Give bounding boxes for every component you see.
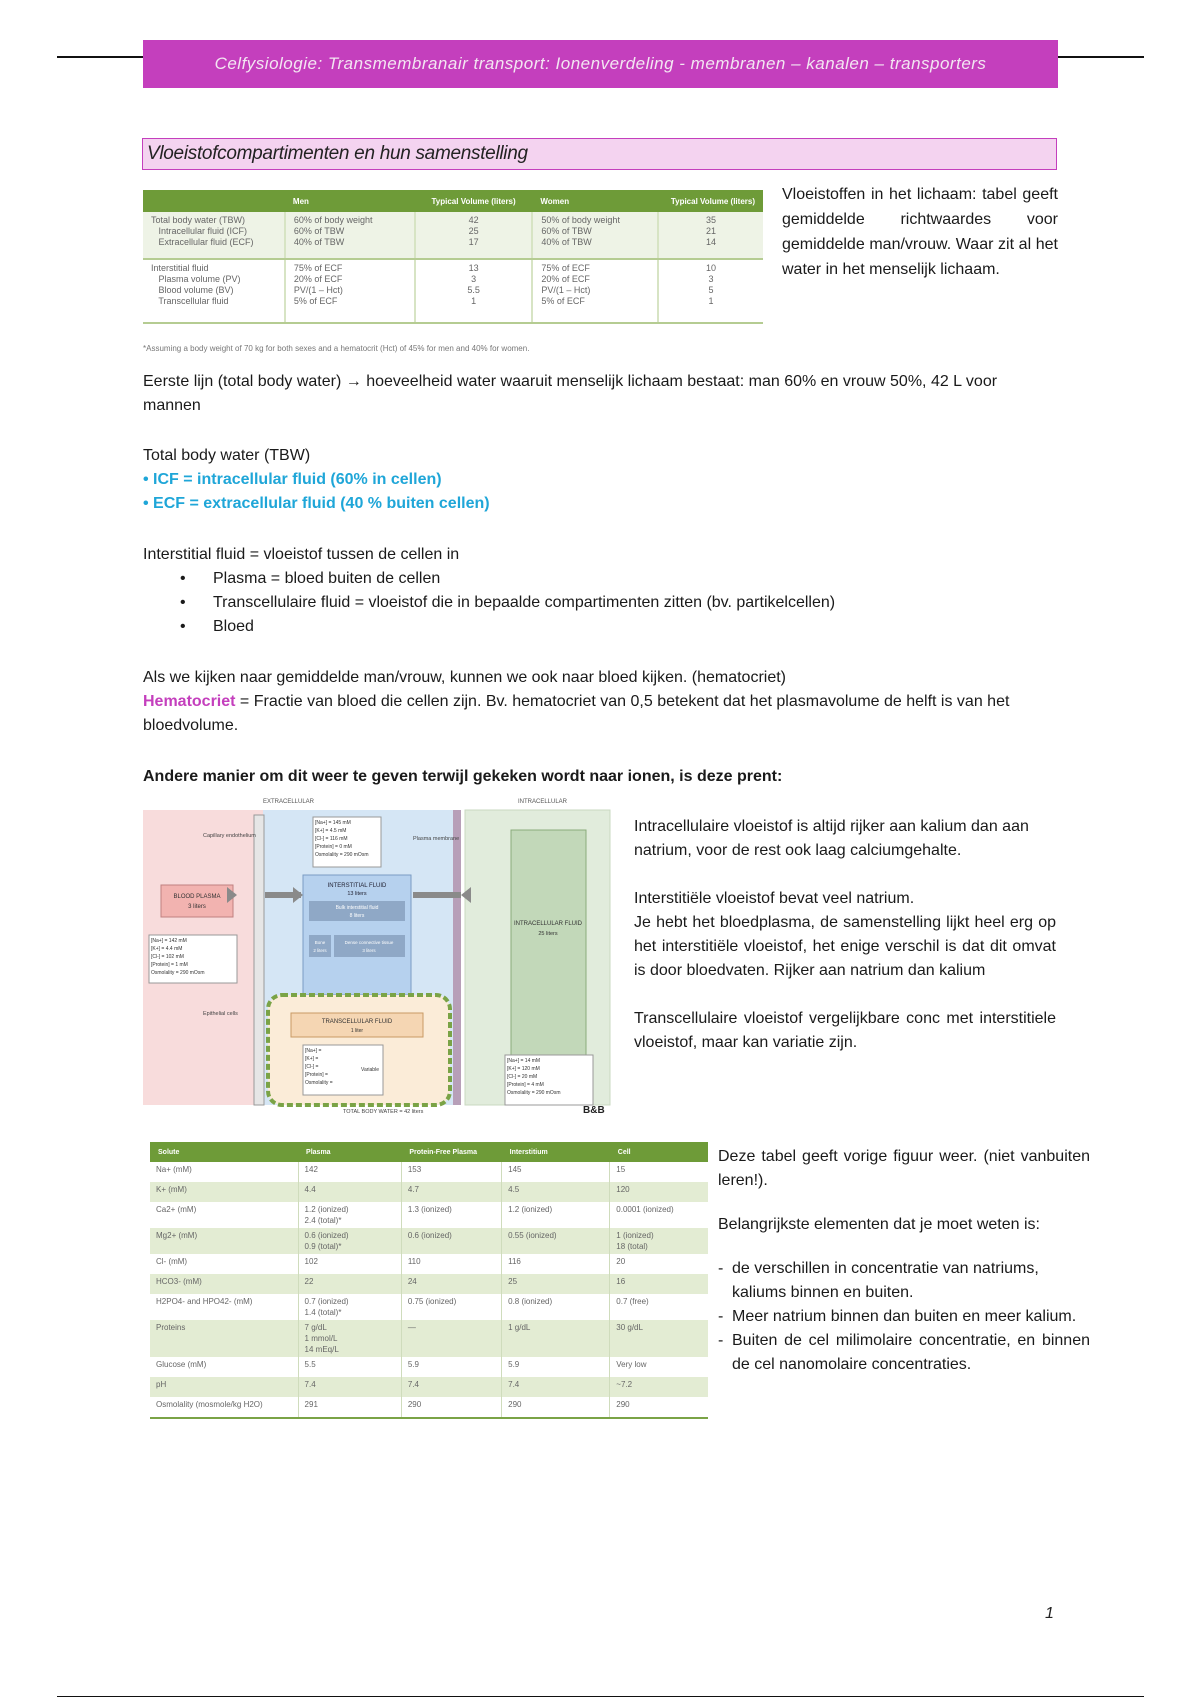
table-cell: Na+ (mM) xyxy=(150,1162,298,1182)
table-cell: 0.0001 (ionized) xyxy=(616,1205,674,1214)
table-cell: 4.5 xyxy=(502,1182,610,1202)
interstitial-paragraph: Interstitiële vloeistof bevat veel natrium. xyxy=(634,890,915,907)
icf-paragraph: Intracellulaire vloeistof is altijd rijker aan kalium dan aan natrium, voor de rest ook laag calciumgehalte. xyxy=(634,818,1029,859)
diagram-explanation xyxy=(634,815,1056,1055)
table-cell: Very low xyxy=(616,1360,647,1369)
table-row xyxy=(150,1294,708,1320)
transcellular-label: TRANSCELLULAR FLUID xyxy=(321,1019,393,1025)
page-number: 1 xyxy=(1045,1605,1054,1622)
table-header: Solute xyxy=(150,1142,298,1162)
table-cell: 0.7 (ionized) 1.4 (total)* xyxy=(298,1294,401,1320)
plasma-paragraph: Je hebt het bloedplasma, de samenstelling lijkt heel erg op het interstitiële vloeistof, het enige verschil is dat dit omvat is door bloedvaten. Rijker aan natrium dan kalium xyxy=(634,914,1056,979)
table-cell: 7.4 xyxy=(401,1377,501,1397)
table-cell: 0.75 (ionized) xyxy=(401,1294,501,1320)
table-cell: 60% of body weight 60% of TBW 40% of TBW xyxy=(285,212,415,259)
interstitial-ion-values: [Na+] = 145 mM [K+] = 4.5 mM [Cl-] = 116 mM [Protein] = 0 mM Osmolality = 290 mOsm xyxy=(315,820,369,858)
table-row xyxy=(143,259,763,323)
table-cell: 290 xyxy=(401,1397,501,1418)
fluid-compartment-diagram xyxy=(143,795,618,1115)
table-cell: Mg2+ (mM) xyxy=(150,1228,298,1254)
hematocriet-definition xyxy=(143,690,1058,738)
interstitial-list xyxy=(143,567,1058,639)
dense-label: Dense connective tissue xyxy=(344,940,394,945)
bone-box xyxy=(309,935,331,957)
extracellular-label: EXTRACELLULAR xyxy=(263,799,315,805)
table-cell: 4.4 xyxy=(298,1182,401,1202)
table-cell: 22 xyxy=(298,1274,401,1294)
table-cell: 5.5 xyxy=(298,1357,401,1377)
table-header: Women xyxy=(532,190,658,212)
table-cell: 13 3 5.5 1 xyxy=(415,259,533,323)
list-item: • Bloed xyxy=(213,615,1058,639)
table-cell: 7.4 xyxy=(502,1377,610,1397)
fluid-volume-table xyxy=(143,190,763,324)
interstitial-fluid-label: INTERSTITIAL FLUID xyxy=(327,883,387,889)
table-cell: 0.8 (ionized) xyxy=(502,1294,610,1320)
table-cell: 1.2 (ionized) 2.4 (total)* xyxy=(298,1202,401,1228)
icf-volume: 25 liters xyxy=(538,931,558,937)
icf-label: INTRACELLULAR FLUID xyxy=(513,921,583,927)
table-cell: 116 xyxy=(502,1254,610,1274)
table-cell: 0.55 (ionized) xyxy=(502,1228,610,1254)
table-cell: 1 (ionized) 18 (total) xyxy=(610,1228,708,1254)
table-cell: 15 xyxy=(616,1165,626,1174)
table-header: Cell xyxy=(610,1142,708,1162)
key-elements-intro: Belangrijkste elementen dat je moet weten is: xyxy=(718,1216,1040,1233)
table-explanation xyxy=(718,1145,1090,1377)
table-cell: Total body water (TBW) Intracellular fluid (ICF) Extracellular fluid (ECF) xyxy=(143,212,285,259)
blood-ion-values: [Na+] = 142 mM [K+] = 4.4 mM [Cl-] = 102 mM [Protein] = 1 mM Osmolality = 290 mOsm xyxy=(151,938,205,976)
ecf-line: • ECF = extracellular fluid (40 % buiten cellen) xyxy=(143,495,490,512)
dense-volume: 3 liters xyxy=(362,948,376,953)
capillary-label: Capillary endothelium xyxy=(203,833,256,839)
membrane-label: Plasma membrane xyxy=(413,836,460,842)
table-cell: K+ (mM) xyxy=(150,1182,298,1202)
interstitial-title: Interstitial fluid = vloeistof tussen de cellen in xyxy=(143,546,460,563)
table-row xyxy=(143,212,763,259)
bone-label: Bone xyxy=(314,940,326,945)
table-header: Typical Volume (liters) xyxy=(658,190,763,212)
table-cell: H2PO4- and HPO42- (mM) xyxy=(150,1294,298,1320)
blood-plasma-label: BLOOD PLASMA xyxy=(173,894,221,900)
total-body-water-paragraph: Eerste lijn (total body water) → hoeveelheid water waaruit menselijk lichaam bestaat: man 60% en vrouw 50%, 42 L voor mannen xyxy=(143,373,998,414)
table-cell: 7.4 xyxy=(298,1377,401,1397)
table-cell: 25 xyxy=(502,1274,610,1294)
header-rule-left xyxy=(57,56,147,58)
transcellular-ion-values: [Na+] = [K+] = [Cl-] = [Protein] = Osmolality = xyxy=(305,1048,333,1086)
table-cell: 1.3 (ionized) xyxy=(401,1202,501,1228)
table-row xyxy=(150,1377,708,1397)
blood-plasma-box xyxy=(161,885,233,917)
variable-label: Variable xyxy=(361,1067,379,1073)
table-cell: 4.7 xyxy=(401,1182,501,1202)
table-cell: Glucose (mM) xyxy=(150,1357,298,1377)
table-cell: 75% of ECF 20% of ECF PV/(1 – Hct) 5% of ECF xyxy=(532,259,658,323)
epithelial-label: Epithelial cells xyxy=(203,1011,238,1017)
table-footnote: *Assuming a body weight of 70 kg for both sexes and a hematocrit (Hct) of 45% for men and 40% for women. xyxy=(143,344,530,353)
tbw-block xyxy=(143,444,1043,516)
table-cell: 153 xyxy=(401,1162,501,1182)
intro-paragraph: Vloeistoffen in het lichaam: tabel geeft gemiddelde richtwaardes voor gemiddelde man/vrouw. Waar zit al het water in het menselijk lichaam. xyxy=(782,186,1058,278)
table-cell: 16 xyxy=(610,1274,708,1294)
table-cell: 290 xyxy=(502,1397,610,1418)
table-cell: 20 xyxy=(616,1257,626,1266)
transcellular-paragraph: Transcellulaire vloeistof vergelijkbare conc met interstitiele vloeistof, maar kan variatie zijn. xyxy=(634,1010,1056,1051)
plasma-membrane xyxy=(453,810,461,1105)
interstitial-block xyxy=(143,543,1058,639)
table-header: Protein-Free Plasma xyxy=(401,1142,501,1162)
hematocriet-text: = Fractie van bloed die cellen zijn. Bv. hematocriet van 0,5 betekent dat het plasmavolume de helft is van het bloedvolume. xyxy=(143,693,1010,734)
intracellular-label: INTRACELLULAR xyxy=(518,799,568,805)
bulk-volume: 8 liters xyxy=(349,913,365,919)
table-cell: 102 xyxy=(298,1254,401,1274)
transcellular-volume: 1 liter xyxy=(350,1028,364,1034)
table-cell: 142 xyxy=(298,1162,401,1182)
table-header: Typical Volume (liters) xyxy=(415,190,533,212)
table-note: Deze tabel geeft vorige figuur weer. (niet vanbuiten leren!). xyxy=(718,1148,1090,1189)
table-cell: 0.7 (free) xyxy=(616,1297,649,1306)
table-cell: 42 25 17 xyxy=(415,212,533,259)
hematocriet-term: Hematocriet xyxy=(143,693,236,710)
blood-plasma-volume: 3 liters xyxy=(188,904,206,910)
table-row xyxy=(150,1254,708,1274)
table-cell: 0.6 (ionized) xyxy=(401,1228,501,1254)
table-cell: 30 g/dL xyxy=(610,1320,708,1357)
list-item: - Buiten de cel milimolaire concentratie, en binnen de cel nanomolaire concentraties. xyxy=(718,1329,1090,1377)
table-cell: 110 xyxy=(401,1254,501,1274)
list-item: • Plasma = bloed buiten de cellen xyxy=(213,567,1058,591)
icf-line: • ICF = intracellular fluid (60% in cellen) xyxy=(143,471,442,488)
list-item: • Transcellulaire fluid = vloeistof die in bepaalde compartimenten zitten (bv. partikelcellen) xyxy=(213,591,1058,615)
table-cell: Osmolality (mosmole/kg H2O) xyxy=(150,1397,298,1418)
table-cell: 1.2 (ionized) xyxy=(502,1202,610,1228)
table-cell: Cl- (mM) xyxy=(150,1254,298,1274)
table-cell: 145 xyxy=(502,1162,610,1182)
icf-ion-values: [Na+] = 14 mM [K+] = 120 mM [Cl-] = 20 mM [Protein] = 4 mM Osmolality = 290 mOsm xyxy=(507,1058,561,1096)
bulk-label: Bulk interstitial fluid xyxy=(335,905,379,911)
tbw-title: Total body water (TBW) xyxy=(143,447,311,464)
table-cell: 35 21 14 xyxy=(658,212,763,259)
table-cell: 7 g/dL 1 mmol/L 14 mEq/L xyxy=(298,1320,401,1357)
table-header: Men xyxy=(285,190,415,212)
list-item: - Meer natrium binnen dan buiten en meer kalium. xyxy=(718,1305,1090,1329)
interstitial-fluid-volume: 13 liters xyxy=(347,891,367,897)
table-cell: 0.6 (ionized) 0.9 (total)* xyxy=(298,1228,401,1254)
table-header: Interstitium xyxy=(502,1142,610,1162)
table-cell: — xyxy=(401,1320,501,1357)
table-cell: 24 xyxy=(401,1274,501,1294)
table-cell: 291 xyxy=(298,1397,401,1418)
table-header xyxy=(143,190,285,212)
table-row xyxy=(150,1162,708,1182)
table-cell: 5.9 xyxy=(502,1357,610,1377)
table-cell: pH xyxy=(150,1377,298,1397)
section-title: Vloeistofcompartimenten en hun samenstelling xyxy=(142,138,1057,170)
table-cell: 50% of body weight 60% of TBW 40% of TBW xyxy=(532,212,658,259)
ion-diagram-intro: Andere manier om dit weer te geven terwijl gekeken wordt naar ionen, is deze prent: xyxy=(143,768,783,785)
hematocriet-block xyxy=(143,666,1058,738)
table-cell: 290 xyxy=(610,1397,708,1418)
footer-rule xyxy=(57,1696,1144,1697)
table-row xyxy=(150,1397,708,1418)
table-cell: Interstitial fluid Plasma volume (PV) Blood volume (BV) Transcellular fluid xyxy=(143,259,285,323)
table-cell: HCO3- (mM) xyxy=(150,1274,298,1294)
credit-label: B&B xyxy=(583,1105,605,1115)
solute-table xyxy=(150,1142,708,1419)
dense-box xyxy=(334,935,405,957)
table-cell: Ca2+ (mM) xyxy=(150,1202,298,1228)
table-cell: 75% of ECF 20% of ECF PV/(1 – Hct) 5% of ECF xyxy=(285,259,415,323)
table-cell: 1 g/dL xyxy=(502,1320,610,1357)
table-cell: Proteins xyxy=(150,1320,298,1357)
bone-volume: 2 liters xyxy=(313,948,327,953)
total-body-water-label: TOTAL BODY WATER = 42 liters xyxy=(343,1109,424,1115)
table-cell: 5.9 xyxy=(401,1357,501,1377)
table-row xyxy=(150,1182,708,1202)
table-row xyxy=(150,1357,708,1377)
table-row xyxy=(150,1228,708,1254)
key-elements-list xyxy=(718,1257,1090,1377)
capillary-wall xyxy=(254,815,264,1105)
hematocriet-intro: Als we kijken naar gemiddelde man/vrouw, kunnen we ook naar bloed kijken. (hematocriet) xyxy=(143,669,787,686)
table-cell: 120 xyxy=(610,1182,708,1202)
table-cell: ~7.2 xyxy=(610,1377,708,1397)
table-row xyxy=(150,1274,708,1294)
table-row xyxy=(150,1202,708,1228)
header-rule-right xyxy=(1054,56,1144,58)
header-banner: Celfysiologie: Transmembranair transport: Ionenverdeling - membranen – kanalen – transporters xyxy=(143,40,1058,88)
icf-box xyxy=(511,830,586,1070)
table-cell: 10 3 5 1 xyxy=(658,259,763,323)
table-row xyxy=(150,1320,708,1357)
table-header: Plasma xyxy=(298,1142,401,1162)
list-item: - de verschillen in concentratie van natriums, kaliums binnen en buiten. xyxy=(718,1257,1090,1305)
